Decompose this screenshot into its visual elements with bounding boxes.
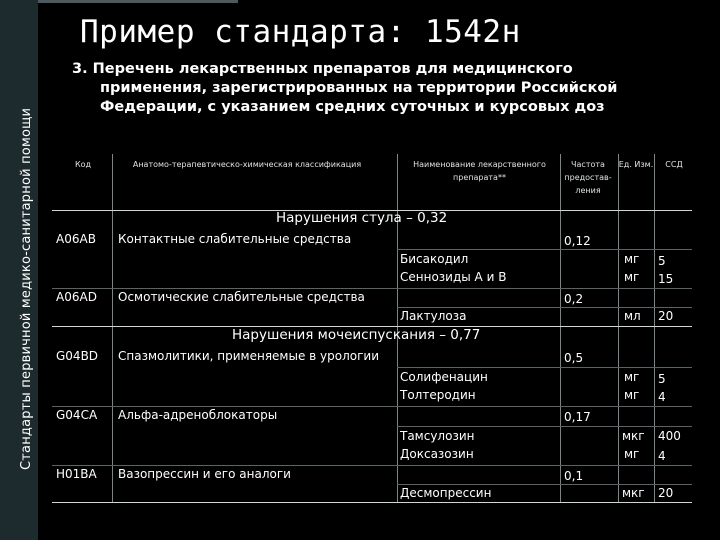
row-code: G04CA [56, 408, 98, 422]
drug-ssd: 5 [658, 372, 666, 386]
row-freq: 0,2 [564, 292, 584, 306]
header-freq: Частота предостав-ления [564, 160, 612, 195]
row-code: G04BD [56, 349, 99, 363]
col-divider [654, 154, 655, 502]
subtitle-line-3: Федерации, с указанием средних суточных и курсовых доз [100, 99, 605, 115]
header-name: Наименование лекарственного препарата** [413, 160, 546, 182]
row-code: A06AD [56, 290, 97, 304]
drug-name: Десмопрессин [400, 486, 492, 500]
table-bottom-border [52, 502, 692, 503]
row-divider [52, 465, 692, 466]
drug-ssd: 15 [658, 272, 674, 286]
drug-name: Лактулоза [400, 309, 467, 323]
col-divider [618, 154, 619, 502]
subtitle [72, 60, 672, 117]
top-accent-bar [38, 0, 238, 3]
drug-unit: мг [624, 370, 640, 384]
page-title: Пример стандарта: 1542н [80, 14, 521, 50]
col-divider [560, 154, 561, 502]
drug-name: Сеннозиды А и В [400, 270, 507, 284]
header-ssd: ССД [665, 160, 683, 169]
drug-ssd: 20 [658, 309, 674, 323]
drug-name: Солифенацин [400, 370, 488, 384]
row-divider [397, 307, 692, 308]
header-atc: Анатомо-терапевтическо-химическая классификация [132, 160, 362, 169]
table-header [52, 154, 692, 209]
drug-name: Тамсулозин [400, 429, 475, 443]
row-atc: Контактные слабительные средства [118, 232, 352, 246]
row-divider [52, 406, 692, 407]
header-unit: Ед. Изм. [618, 160, 654, 169]
drug-ssd: 20 [658, 486, 674, 500]
row-atc: Спазмолитики, применяемые в урологии [118, 349, 380, 363]
drug-unit: мг [624, 388, 640, 402]
subtitle-line-1: 3. Перечень лекарственных препаратов для медицинского [72, 61, 573, 77]
row-freq: 0,5 [564, 351, 584, 365]
row-freq: 0,17 [564, 410, 591, 424]
drug-ssd: 4 [658, 449, 666, 463]
col-divider [112, 154, 113, 502]
drug-unit: мкг [622, 429, 645, 443]
row-freq: 0,1 [564, 469, 584, 483]
drug-unit: мл [624, 309, 641, 323]
row-code: H01BA [56, 467, 97, 481]
row-divider [52, 288, 692, 289]
section-title: Нарушения стула – 0,32 [276, 210, 448, 226]
drug-table [52, 154, 692, 502]
subtitle-line-2: применения, зарегистрированных на территории Российской [100, 80, 618, 96]
row-atc: Вазопрессин и его аналоги [118, 467, 291, 481]
drug-unit: мг [624, 447, 640, 461]
drug-ssd: 400 [658, 429, 681, 443]
row-divider [397, 367, 692, 368]
row-divider [397, 484, 692, 485]
row-atc: Альфа-адреноблокаторы [118, 408, 278, 422]
row-divider [397, 249, 692, 250]
drug-name: Доксазозин [400, 447, 474, 461]
drug-ssd: 5 [658, 254, 666, 268]
row-code: A06AB [56, 232, 96, 246]
row-freq: 0,12 [564, 234, 591, 248]
header-code: Код [74, 160, 92, 169]
drug-unit: мкг [622, 486, 645, 500]
drug-name: Толтеродин [400, 388, 476, 402]
row-divider [397, 426, 692, 427]
drug-name: Бисакодил [400, 252, 469, 266]
section-title: Нарушения мочеиспускания – 0,77 [232, 327, 481, 343]
drug-ssd: 4 [658, 390, 666, 404]
drug-unit: мг [624, 252, 640, 266]
row-atc: Осмотические слабительные средства [118, 290, 365, 304]
sidebar-caption: Стандарты первичной медико-санитарной помощи [19, 107, 34, 470]
drug-unit: мг [624, 270, 640, 284]
